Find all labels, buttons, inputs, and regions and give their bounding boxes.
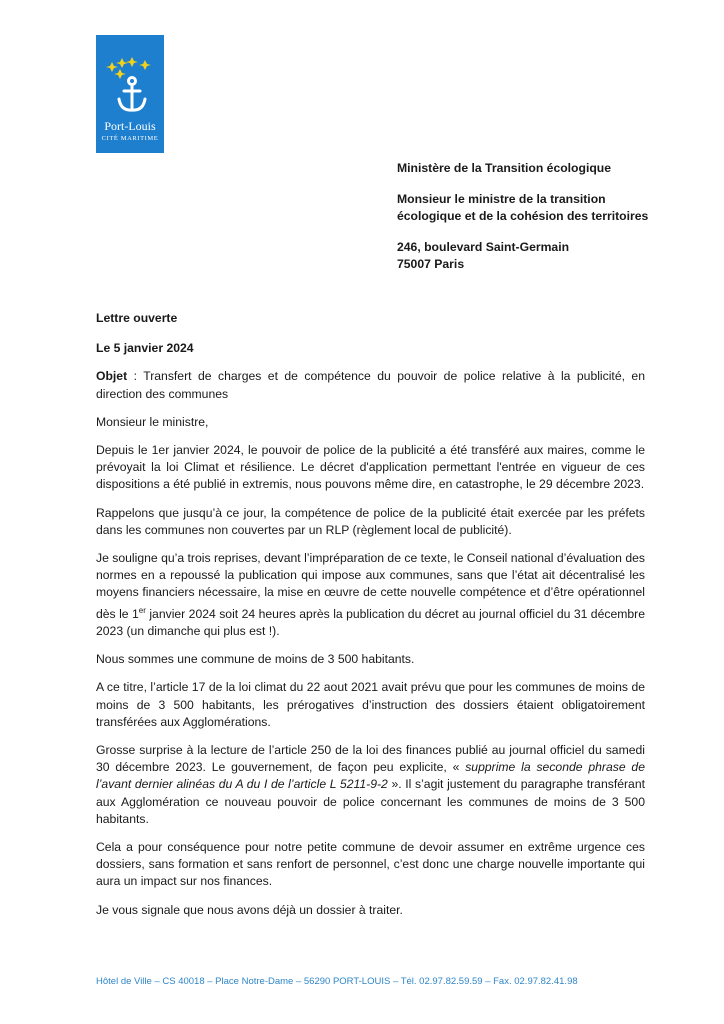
paragraph-7: Cela a pour conséquence pour notre petite commune de devoir assumer en extrême urgence ces dossiers, sans formation et sans renfort de personnel, c’est donc une charge nouvelle importante qui aura un impact sur nos finances.: [96, 839, 645, 889]
footer-address: Hôtel de Ville – CS 40018 – Place Notre-Dame – 56290 PORT-LOUIS – Tél. 02.97.82.59.59 – Fax. 02.97.82.41.98: [96, 976, 578, 987]
letter-subject: [96, 368, 645, 402]
paragraph-2: Rappelons que jusqu’à ce jour, la compétence de police de la publicité était exercée par les préfets dans les communes non couvertes par un RLP (règlement local de publicité).: [96, 505, 645, 537]
paragraph-3-part-1: Je souligne qu’a trois reprises, devant l’impréparation de ce texte, le Conseil national d’évaluation des normes en a repoussé la publication qui impose aux communes, sans que l’état ait décentralisé les moyens financiers nécessaire, la mise en œuvre de cette nouvelle compétence et d’être opérationnel dès le 1: [96, 551, 645, 621]
paragraph-6: [96, 742, 645, 828]
letter-date: Le 5 janvier 2024: [96, 341, 194, 356]
paragraph-6-quote: supprime la seconde phrase de l’avant dernier alinéas du A du I de l’article L 5211-9-2: [96, 760, 645, 792]
recipient-street: 246, boulevard Saint-Germain: [397, 240, 570, 254]
recipient-title-line-1: Monsieur le ministre de la transition: [397, 192, 606, 206]
paragraph-6-part-2: ». Il s’agit justement du paragraphe transférant aux Agglomération ce nouveau pouvoir de police concernant les communes de moins de 3 500 habitants.: [96, 777, 645, 826]
paragraph-6-part-1: Grosse surprise à la lecture de l’article 250 de la loi des finances publié au journal officiel du samedi 30 décembre 2023. Le gouvernement, de façon peu explicite, «: [96, 742, 645, 775]
recipient-ministry: Ministère de la Transition écologique: [397, 161, 612, 175]
recipient-city: 75007 Paris: [397, 257, 465, 271]
paragraph-1: Depuis le 1er janvier 2024, le pouvoir de police de la publicité a été transféré aux maires, comme le prévoyait la loi Climat et résilience. Le décret d'application permettant l'entrée en vigueur de ces dispositions a été publié in extremis, nous pouvons même dire, en catastrophe, le 29 décembre 2023.: [96, 443, 645, 492]
letter-body: [96, 310, 645, 919]
paragraph-3-part-2: janvier 2024 soit 24 heures après la publication du décret au journal officiel du 31 décembre 2023 (un dimanche qui plus est !).: [96, 606, 645, 638]
recipient-address: [397, 160, 648, 273]
salutation: Monsieur le ministre,: [96, 414, 209, 429]
paragraph-4: Nous sommes une commune de moins de 3 500 habitants.: [96, 652, 415, 667]
subject-label: Objet: [96, 369, 128, 384]
letter-type: Lettre ouverte: [96, 311, 178, 325]
paragraph-5: A ce titre, l’article 17 de la loi climat du 22 aout 2021 avait prévu que pour les communes de moins de moins de 3 500 habitants, les prérogatives d’instruction des dossiers étaient obligatoirement transférées aux Agglomérations.: [96, 680, 645, 729]
paragraph-3-superscript: er: [138, 605, 146, 615]
paragraph-8: Je vous signale que nous avons déjà un dossier à traiter.: [96, 902, 403, 917]
anchor-icon: [96, 35, 164, 119]
paragraph-3: [96, 550, 645, 640]
subject-text: : Transfert de charges et de compétence du pouvoir de police relative à la publicité, en direction des communes: [96, 369, 645, 401]
logo-town-name: Port-Louis: [104, 119, 156, 133]
port-louis-logo: [96, 35, 164, 153]
recipient-title-line-2: écologique et de la cohésion des territoires: [397, 209, 649, 223]
logo-subtitle: CITÉ MARITIME: [101, 135, 159, 142]
